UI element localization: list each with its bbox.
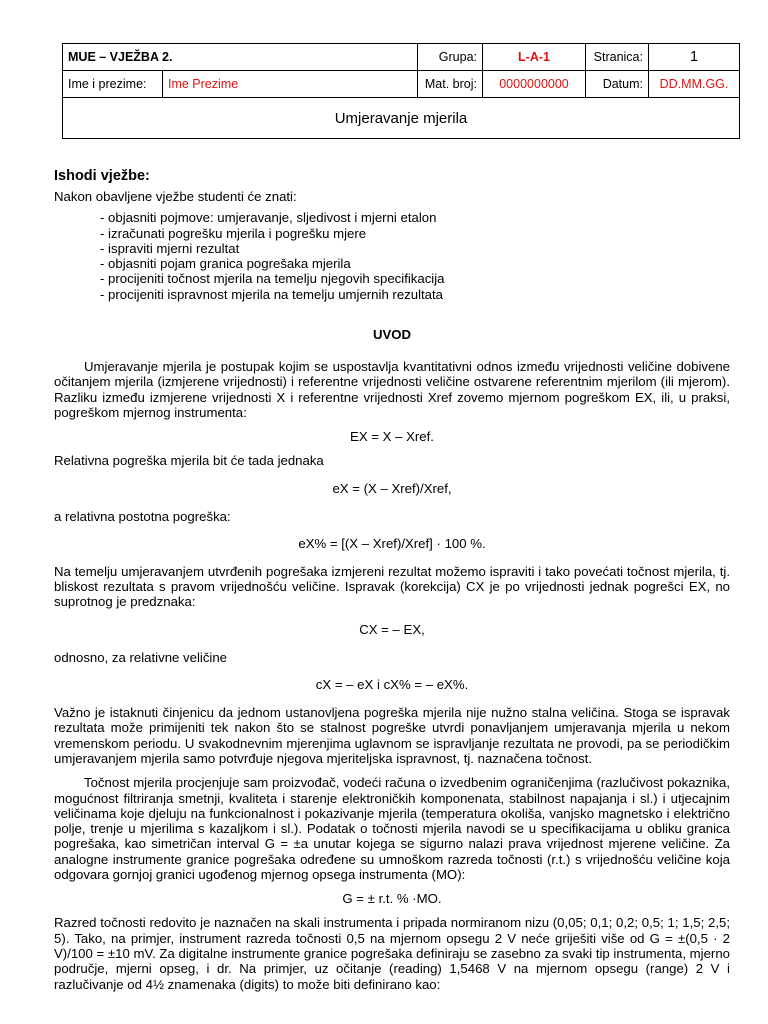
list-item: - objasniti pojmove: umjeravanje, sljedivost i mjerni etalon bbox=[100, 210, 437, 226]
outcomes-intro: Nakon obavljene vježbe studenti će znati: bbox=[54, 189, 297, 204]
header-table bbox=[62, 43, 740, 139]
course-title: MUE – VJEŽBA 2. bbox=[63, 44, 418, 71]
equation: eX = (X – Xref)/Xref, bbox=[332, 480, 452, 496]
paragraph: odnosno, za relativne veličine bbox=[54, 649, 228, 665]
section-heading: UVOD bbox=[372, 327, 412, 343]
page-label: Stranica: bbox=[586, 44, 649, 71]
page-value: 1 bbox=[649, 44, 740, 71]
list-item: - ispraviti mjerni rezultat bbox=[100, 240, 240, 256]
equation: G = ± r.t. % ·MO. bbox=[342, 891, 442, 907]
date-value: DD.MM.GG. bbox=[649, 71, 740, 98]
paragraph: Razred točnosti redovito je naznačen na skali instrumenta i pripada normiranom nizu (0,05; 0,1; 0,2; 0,5; 1; 1,5; 2,5; 5). Tako, na primjer, instrument razreda točnosti 0,5 na mjernom opsegu 2 V neće griješiti više od G = ±(0,5 · 2 V)/100 = ±10 mV. Za digitalne instrumente granice pogrešaka definiraju se zasebno za svaki tip instrumenta, mjerno područje, mjerni opseg, i dr. Na primjer, uz očitanje (reading) 1,5468 V na mjernom opsegu (range) 2 V i razlučivanje od 4½ znamenaka (digits) to može biti definirano kao: bbox=[54, 915, 730, 992]
list-item: - procijeniti točnost mjerila na temelju njegovih specifikacija bbox=[100, 271, 445, 287]
list-item: - izračunati pogrešku mjerila i pogrešku mjere bbox=[100, 225, 367, 241]
date-label: Datum: bbox=[586, 71, 649, 98]
outcomes-heading: Ishodi vježbe: bbox=[54, 168, 150, 184]
paragraph: Točnost mjerila procjenjuje sam proizvođač, vodeći računa o izvedbenim ograničenjima (razlučivost pokaznika, mogućnost filtriranja smetnji, kvaliteta i starenje elektroničkih komponenata, stabilnost napajanja i sl.) i utjecajnim veličinama koje djeluju na funkcionalnost i pokazivanje mjerila (temperatura okoliša, vanjsko magnetsko i električno polje, trenje u mjerilima s kazaljkom i sl.). Podatak o točnosti mjerila navodi se u specifikacijama u obliku granica pogrešaka, kao simetričan interval G = ±a unutar kojega se sigurno nalazi prava vrijednost mjerene veličine. Za analogne instrumente granice pogrešaka određene su umnoškom razreda točnosti (r.t.) s vrijednošću veličine koja odgovara gornjoj granici ugođenog mjernog opsega instrumenta (MO): bbox=[54, 775, 730, 883]
paragraph: Važno je istaknuti činjenicu da jednom ustanovljena pogreška mjerila nije nužno stalna veličina. Stoga se ispravak rezultata može primijeniti tek nakon što se stalnost pogreške utvrdi ponavljanjem umjeravanja mjerila u nekom vremenskom periodu. U svakodnevnim mjerenjima uglavnom se ispravljanje rezultata ne provodi, pa se periodičkim umjeravanjem mjerila samo potvrđuje njegova mjeriteljska ispravnost, tj. naznačena točnost. bbox=[54, 705, 730, 766]
document-title: Umjeravanje mjerila bbox=[63, 98, 740, 139]
list-item: - objasniti pojam granica pogrešaka mjerila bbox=[100, 256, 351, 272]
paragraph: a relativna postotna pogreška: bbox=[54, 508, 231, 524]
group-value: L-A-1 bbox=[483, 44, 586, 71]
name-label: Ime i prezime: bbox=[63, 71, 163, 98]
list-item: - procijeniti ispravnost mjerila na temelju umjernih rezultata bbox=[100, 286, 444, 302]
paragraph: Umjeravanje mjerila je postupak kojim se uspostavlja kvantitativni odnos između vrijednosti veličine dobivene očitanjem mjerila (izmjerene vrijednosti) i referentne vrijednosti veličine ostvarene referentnim mjerilom (ili mjerom). Razliku između izmjerene vrijednosti X i referentne vrijednosti Xref zovemo mjernom pogreškom EX, ili, u praksi, pogreškom mjernog instrumenta: bbox=[54, 359, 730, 420]
document-body bbox=[54, 168, 730, 992]
paragraph: Relativna pogreška mjerila bit će tada jednaka bbox=[54, 453, 324, 469]
id-value: 0000000000 bbox=[483, 71, 586, 98]
name-value: Ime Prezime bbox=[163, 71, 418, 98]
group-label: Grupa: bbox=[418, 44, 483, 71]
outcomes-list bbox=[100, 210, 730, 302]
id-label: Mat. broj: bbox=[418, 71, 483, 98]
equation: EX = X – Xref. bbox=[350, 429, 434, 445]
equation: cX = – eX i cX% = – eX%. bbox=[315, 677, 469, 693]
equation: CX = – EX, bbox=[359, 621, 425, 637]
equation: eX% = [(X – Xref)/Xref] · 100 %. bbox=[298, 535, 486, 551]
paragraph: Na temelju umjeravanjem utvrđenih pogrešaka izmjereni rezultat možemo ispraviti i tako povećati točnost mjerila, tj. bliskost rezultata s pravom vrijednošću veličine. Ispravak (korekcija) CX je po vrijednosti jednak pogrešci EX, no suprotnog je predznaka: bbox=[54, 563, 730, 610]
